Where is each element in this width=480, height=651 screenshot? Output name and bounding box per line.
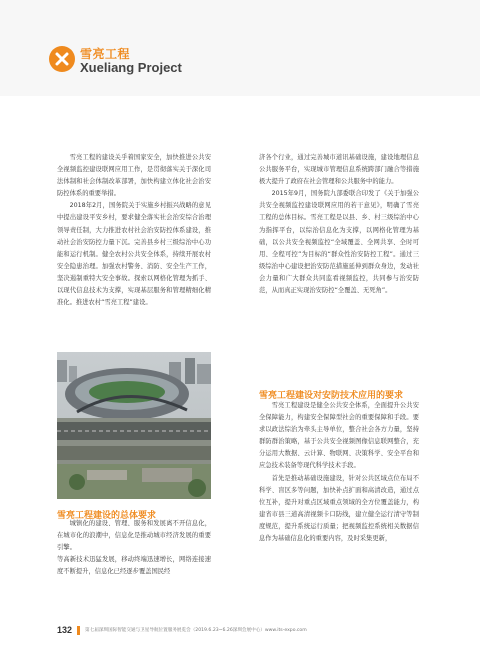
right-column-top xyxy=(259,152,419,297)
paragraph: 首先是推动基础设施建设，针对公共区域点位布局不科学、盲区多等问题，加快补点扩面和高清改造，通过点位互补，提升对重点区域重点领域的全方位覆盖能力，构建省市县三道高清视频卡口防线，建立健全运行清守等制度规范，提升系统运行质量；把视频监控系统相关数据信息作为基础信息化的重要内容，及时采集更新， xyxy=(259,474,419,543)
right-column-bottom xyxy=(259,400,419,545)
footer-text: 第七届深圳国际智能交通与卫星导航位置服务展览会（2019.6.23~6.26深圳会展中心）www.its-expo.com xyxy=(85,628,307,633)
paragraph: 2015年9月，国务院九部委联合印发了《关于加强公共安全视频监控建设联网应用的若干意见》，明确了雪亮工程的总体目标。雪亮工程是以县、乡、村三级综治中心为指挥平台，以综治信息化为支撑，以网格化管理为基础，以公共安全视频监控“全域覆盖、全网共享、全时可用、全程可控”为目标的“群众性治安防控工程”。通过三级综治中心建设把治安防范措施延伸到群众身边，发动社会力量和广大群众共同监看视频监控，共同参与治安防范，从而真正实现治安防控“全覆盖、无死角”。 xyxy=(259,190,419,295)
stadium-photo xyxy=(57,352,211,499)
x-logo-icon xyxy=(49,46,75,72)
paragraph: 城镇化的建设、管理、服务和发展离不开信息化，在城市化的浪潮中，信息化是推动城市经济发展的重要引擎。 xyxy=(57,520,211,552)
section-heading: 雪亮工程建设的总体要求 xyxy=(57,511,157,521)
left-column-bottom xyxy=(57,518,211,578)
section-heading: 雪亮工程建设对安防技术应用的要求 xyxy=(259,391,404,401)
section-title-en: Xueliang Project xyxy=(80,60,182,75)
paragraph: 2018年2月，国务院关于实施乡村振兴战略的意见中提出建设平安乡村，要求健全落实社会治安综合治理领导责任制，大力推进农村社会治安防控体系建设，推动社会治安防控力量下沉。完善县乡村三级综治中心功能和运行机制。健全农村公共安全体系，持续开展农村安全隐患治理。加强农村警务、消防、安全生产工作，坚决遏制重特大安全事故。探索以网格化管理为抓手、以现代信息技术为支撑，实现基层服务和管理精细化精准化。推进农村“雪亮工程”建设。 xyxy=(57,202,211,307)
paragraph: 雪亮工程的建设关乎着国家安全，加快推进公共安全视频监控建设联网应用工作，是贯彻落实关于深化司法体制和社会体制改革部署，加快构建立体化社会治安防控体系的重要举措。 xyxy=(57,154,211,198)
page-footer xyxy=(57,624,437,636)
paragraph: 雪亮工程建设是健全公共安全体系，全面提升公共安全保障能力，构建安全保障型社会的重要保障和手段。要求以政法综治为牵头主导单位，整合社会各方力量，坚持群防群治策略，基于公共安全视频图像信息联网整合，充分运用大数据、云计算、物联网、决策科学、安全平台和应急技术装备等现代科学技术手段。 xyxy=(259,402,419,470)
section-title-zh: 雪亮工程 xyxy=(80,47,131,61)
header-band xyxy=(0,0,480,96)
left-column-top xyxy=(57,152,211,309)
paragraph: 等高新技术迅猛发展，移动终端迅速增长，网络连接速度不断提升，信息化已经逐步覆盖国民经 xyxy=(57,556,211,576)
page-number: 132 xyxy=(57,625,73,635)
paragraph: 济各个行业，通过完善城市道讯基础设施，建设地理信息公共服务平台，实现城市管理信息系统跨部门融合等措施极大提升了政府在社会管理和公共服务中的能力。 xyxy=(259,154,419,186)
footer-divider xyxy=(77,626,80,635)
